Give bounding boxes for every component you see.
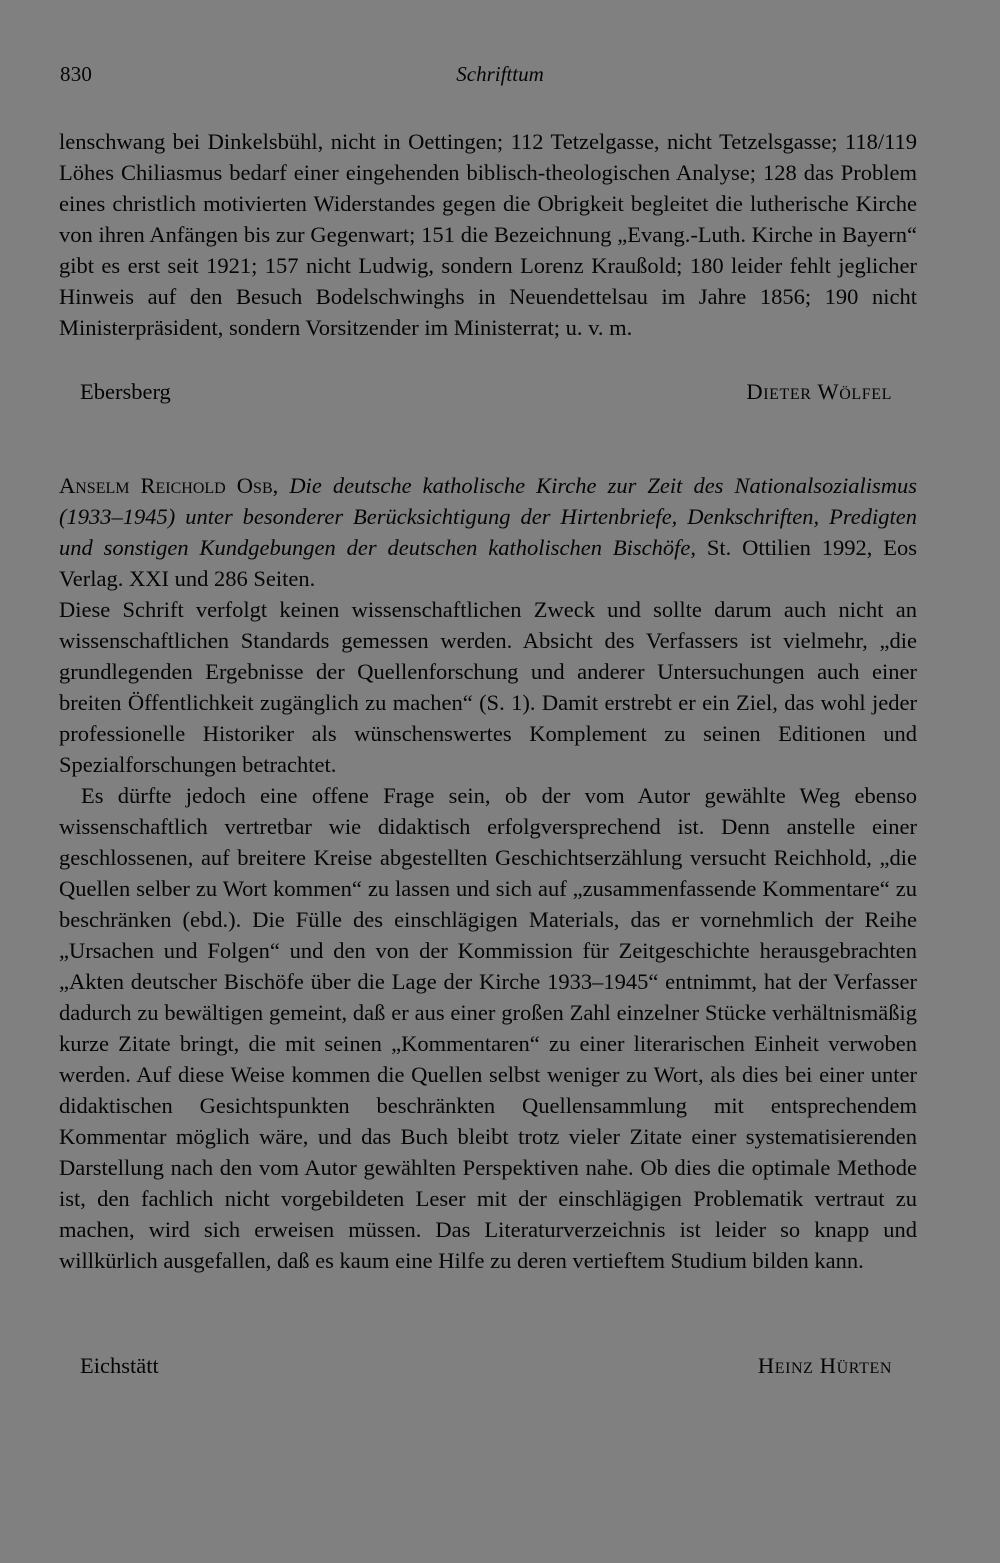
bibliographic-entry	[59, 470, 917, 594]
review-2-paragraph-2: Es dürfte jedoch eine offene Frage sein, ob der vom Autor gewählte Weg ebenso wissenschaftlich vertretbar wie didaktisch erfolgversprechend ist. Denn anstelle einer geschlossenen, auf breitere Kreise abgestellten Geschichtserzählung versucht Reichhold, „die Quellen selber zu Wort kommen“ zu lassen und sich auf „zusammenfassende Kommentare“ zu beschränken (ebd.). Die Fülle des einschlägigen Materials, das er vornehmlich der Reihe „Ursachen und Folgen“ und den von der Kommission für Zeitgeschichte herausgebrachten „Akten deutscher Bischöfe über die Lage der Kirche 1933–1945“ entnimmt, hat der Verfasser dadurch zu bewältigen gemeint, daß er aus einer großen Zahl einzelner Stücke verhältnismäßig kurze Zitate bringt, die mit seinen „Kommentaren“ zu einer literarischen Einheit verwoben werden. Auf diese Weise kommen die Quellen selbst weniger zu Wort, als dies bei einer unter didaktischen Gesichtspunkten beschränkten Quellensammlung mit entsprechendem Kommentar möglich wäre, und das Buch bleibt trotz vieler Zitate einer systematisierenden Darstellung nach den vom Autor gewählten Perspektiven nahe. Ob dies die optimale Methode ist, den fachlich nicht vorgebildeten Leser mit der einschlägigen Problematik vertraut zu machen, wird sich erweisen müssen. Das Literaturverzeichnis ist leider so knapp und willkürlich ausgefallen, daß es kaum eine Hilfe zu deren vertieftem Studium bilden kann.	[59, 783, 917, 1273]
page-header	[60, 62, 910, 96]
book-title: Die deutsche katholische Kirche zur Zeit des Nationalsozialismus (1933–1945) unter besonderer Berücksichtigung der Hirtenbriefe, Denkschriften, Predigten und sonstigen Kundgebungen der deutschen katholischen Bischöfe,	[59, 473, 918, 560]
review-2-paragraph-1: Diese Schrift verfolgt keinen wissenschaftlichen Zweck und sollte darum auch nicht an wissenschaftlichen Standards gemessen werden. Absicht des Verfassers ist vielmehr, „die grundlegenden Ergebnisse der Quellenforschung und anderer Untersuchungen auch einer breiten Öffentlichkeit zugänglich zu machen“ (S. 1). Damit erstrebt er ein Ziel, das wohl jeder professionelle Historiker als wünschenswertes Komplement zu seinen Editionen und Spezialforschungen betrachtet.	[59, 597, 917, 777]
review-1-body	[59, 126, 917, 343]
page-number: 830	[60, 62, 93, 86]
review-1-place: Ebersberg	[80, 379, 171, 404]
book-author: Anselm Reichold Osb,	[59, 473, 279, 498]
review-2-reviewer: Heinz Hürten	[757, 1353, 892, 1378]
review-2-place: Eichstätt	[80, 1353, 159, 1378]
running-title: Schrifttum	[456, 62, 544, 86]
book-publication: St. Ottilien 1992, Eos Verlag. XXI und 286 Seiten.	[59, 535, 917, 591]
review-1-reviewer: Dieter Wölfel	[746, 379, 892, 404]
review-2-body	[59, 470, 917, 1276]
review-1-paragraph: lenschwang bei Dinkelsbühl, nicht in Oettingen; 112 Tetzelgasse, nicht Tetzelsgasse; 118/119 Löhes Chiliasmus bedarf einer eingehenden biblisch-theologischen Analyse; 128 das Problem eines christlich motivierten Widerstandes gegen die Obrigkeit begleitet die lutherische Kirche von ihren Anfängen bis zur Gegenwart; 151 die Bezeichnung „Evang.-Luth. Kirche in Bayern“ gibt es erst seit 1921; 157 nicht Ludwig, sondern Lorenz Kraußold; 180 leider fehlt jeglicher Hinweis auf den Besuch Bodelschwinghs in Neuendettelsau im Jahre 1856; 190 nicht Ministerpräsident, sondern Vorsitzender im Ministerrat; u. v. m.	[59, 129, 917, 340]
